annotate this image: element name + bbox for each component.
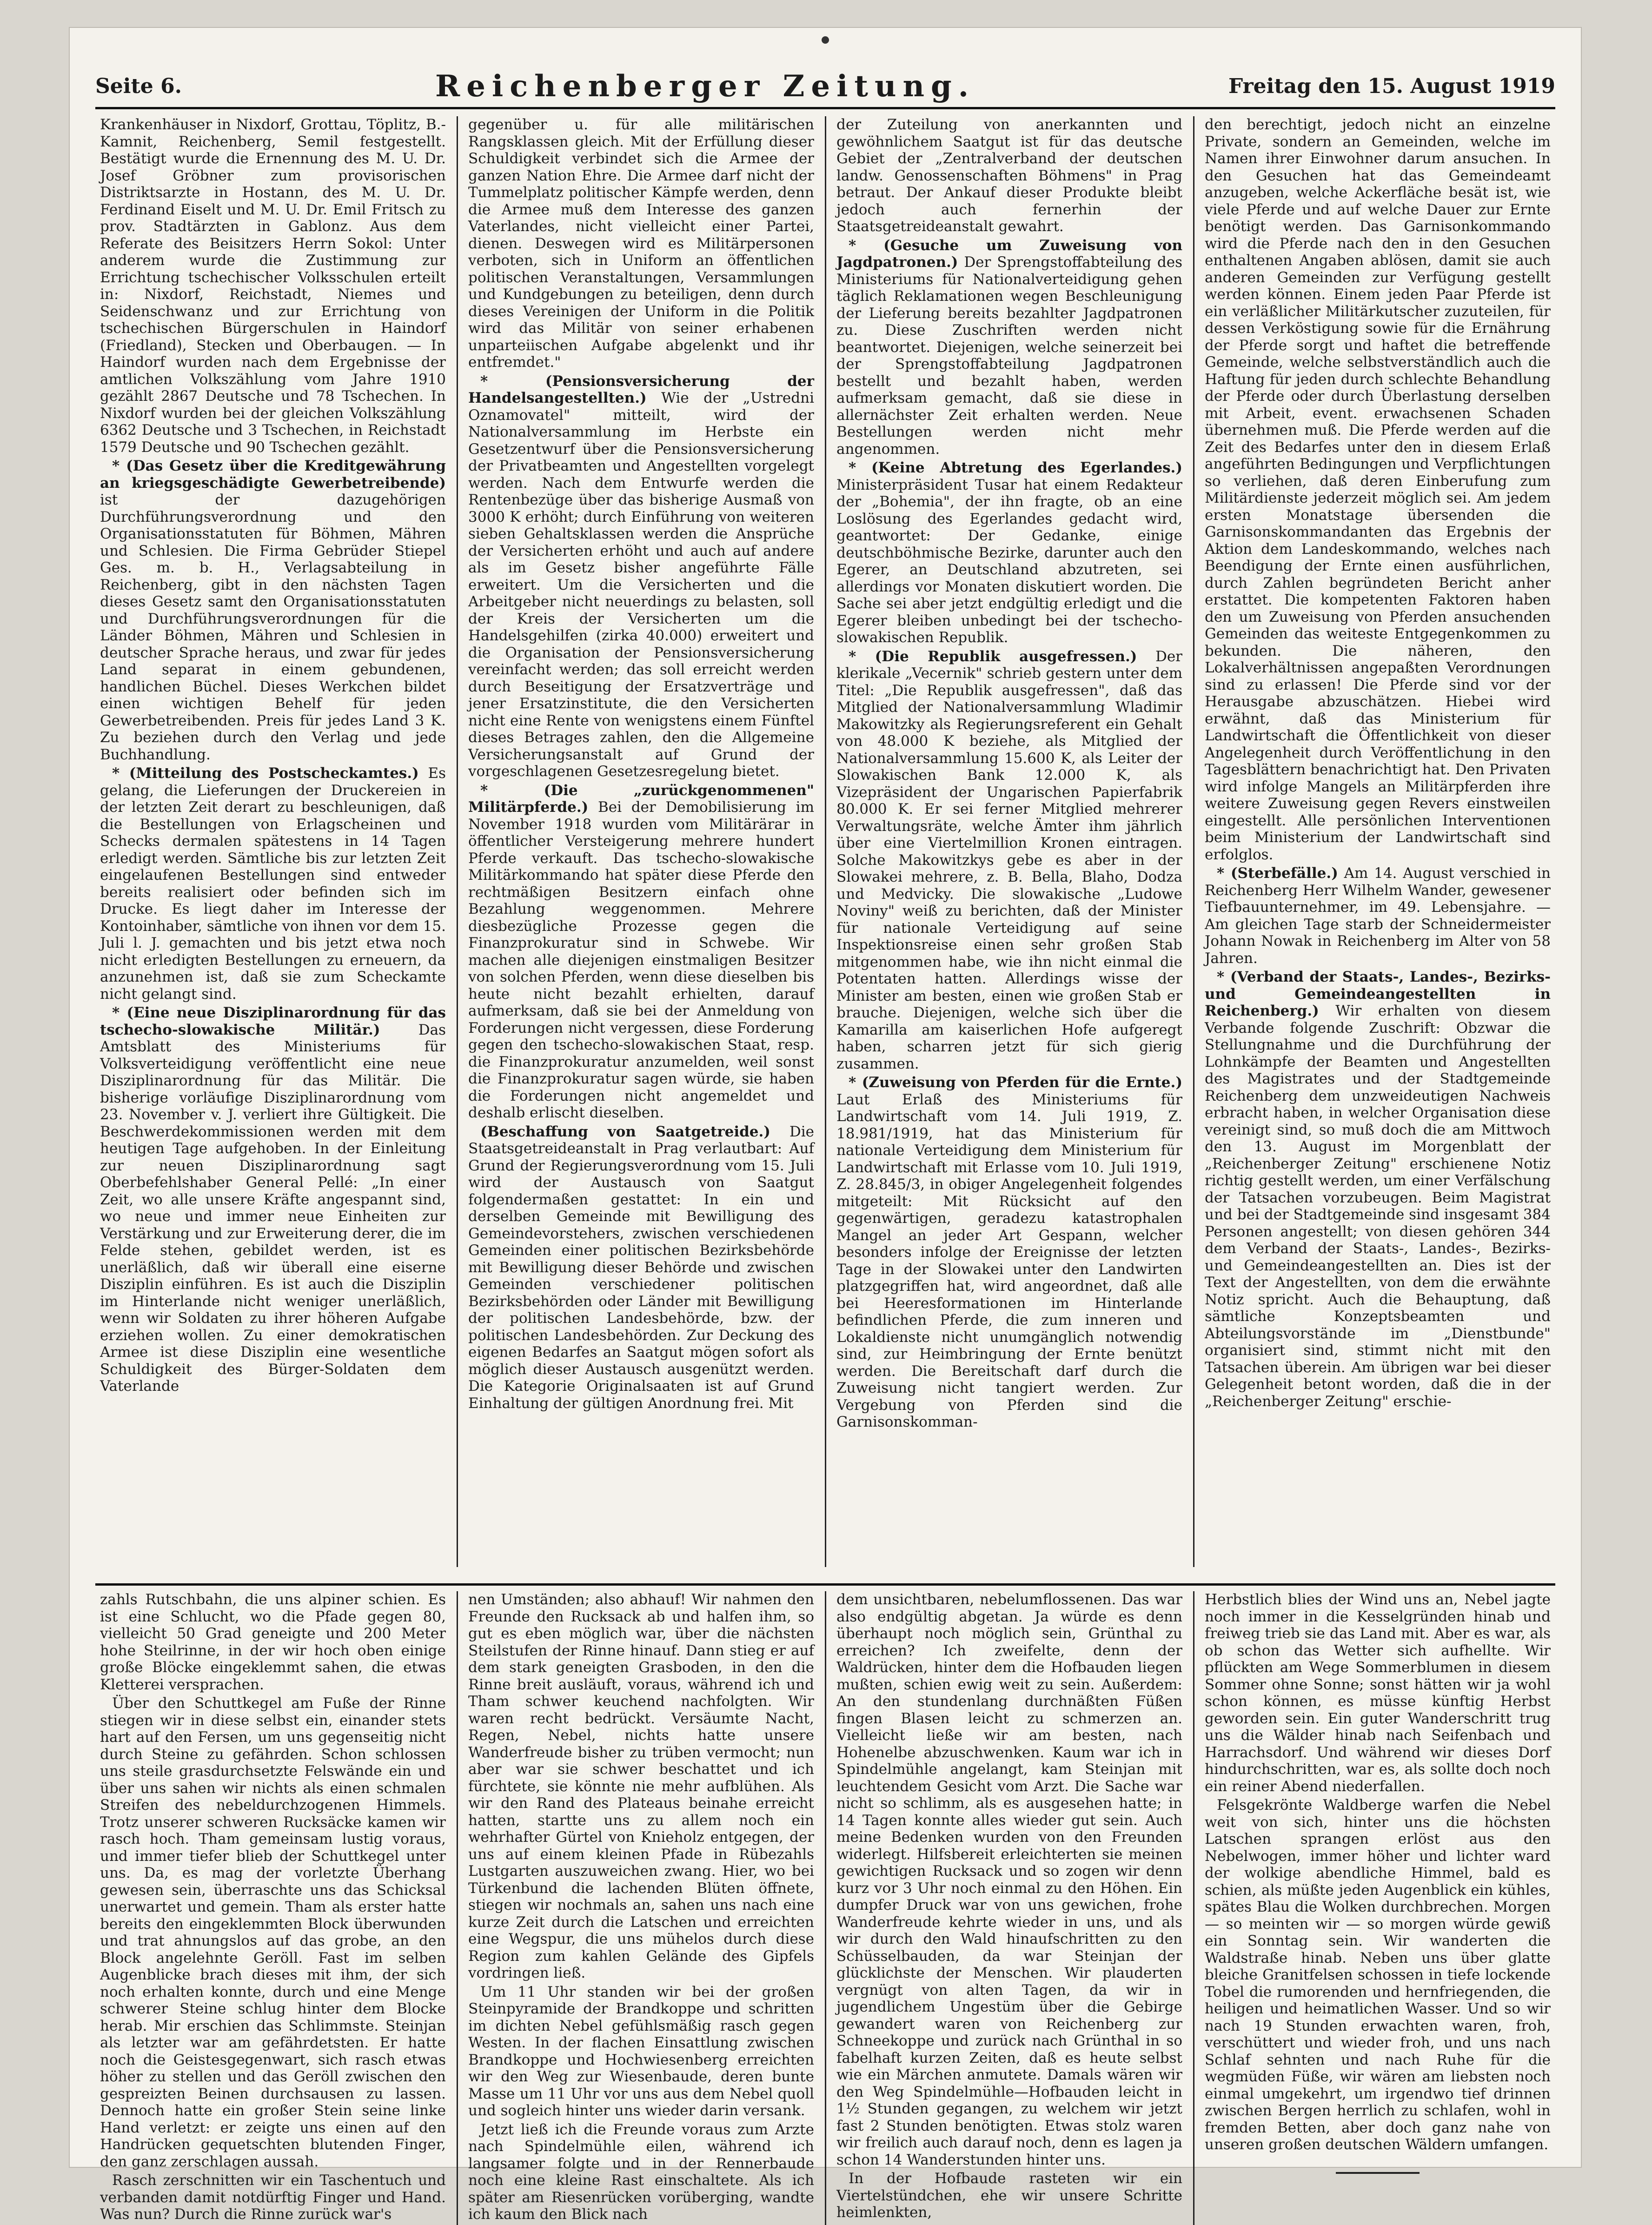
paragraph [100,1591,446,1693]
printing-mark [822,36,829,44]
column-1 [95,116,451,1567]
news-item [100,1004,446,1395]
feuilleton-columns [95,1583,1555,2223]
news-item-text: Jetzt ließ ich die Freunde voraus zum Arzte nach Spindelmühle eilen, während ich langsamer folgte und in der Rennerbaude noch eine kleine Rast einschaltete. Als ich später am Riesenrücken vorüberging, wandte ich kaum den Blick nach [468,2121,814,2223]
news-item-text: zahls Rutschbahn, die uns alpiner schien. Es ist eine Schlucht, wo die Pfade gegen 80, vielleicht 50 Grad geneigte und 200 Meter hohe Steilrinne, in der wir hoch oben einige große Blöcke eingeklemmt sahen, die etwas Kletterei versprachen. [100,1591,446,1693]
paragraph [468,2121,814,2223]
news-item-text: Wir erhalten von diesem Verbande folgende Zuschrift: Obzwar die Stellungnahme und die Durchführung der Lohnkämpfe der Beamten und Angestellten des Magistrates und der Stadtgemeinde Reichenberg dem unzweideutigen Nachweis erbracht haben, in welcher Organisation diese vereinigt sind, so muß doch die am Mittwoch den 13. August im Morgenblatt der „Reichenberger Zeitung" erschienene Notiz richtig gestellt werden, um einer Verfälschung der Tatsachen vorzubeugen. Beim Magistrat und bei der Stadtgemeinde sind insgesamt 384 Personen angestellt; von diesen gehören 344 dem Verband der Staats-, Landes-, Bezirks- und Gemeindeangestellten an. Dies ist der Text der Angestellten, von dem die erwähnte Notiz spricht. Auch die Behauptung, daß sämtliche Konzeptsbeamten und Abteilungsvorstände im „Dienstbunde" organisiert sind, stimmt nicht mit den Tatsachen überein. Am übrigen war bei dieser Gelegenheit betont worden, daß die in der „Reichenberger Zeitung" erschie- [1205,1003,1551,1410]
news-item-heading: * (Zuweisung von Pferden für die Ernte.) [849,1074,1182,1091]
paragraph [100,1695,446,2170]
news-item [836,237,1182,458]
column-3 [832,116,1187,1567]
news-item-heading: * (Gesuche um Zuweisung von Jagdpatronen.) [836,237,1182,271]
paragraph [468,1984,814,2119]
news-item-heading: * (Eine neue Disziplinarordnung für das tschecho-slowakische Militär.) [100,1004,446,1038]
news-item [1205,865,1551,967]
news-item-heading: * (Verband der Staats-, Landes-, Bezirks- und Gemeindeangestellten in Reichenberg.) [1205,969,1551,1019]
news-item-text: Am 14. August verschied in Reichenberg Herr Wilhelm Wander, gewesener Tiefbauunternehmer, im 49. Lebensjahre. — Am gleichen Tage starb der Schneidermeister Johann Nowak in Reichenberg im Alter von 58 Jahren. [1205,865,1551,967]
page-number: Seite 6. [95,74,182,98]
news-item-text: Rasch zerschnitten wir ein Taschentuch und verbanden damit notdürftig Finger und Hand. Was nun? Durch die Rinne zurück war's [100,2172,446,2223]
news-item-text: Der Sprengstoffabteilung des Ministeriums für Nationalverteidigung gehen täglich Reklamationen wegen Beschleunigung der Lieferung bereits bezahlter Jagdpatronen zu. Diese Zuschriften werden nicht beantwortet. Diejenigen, welche seinerzeit bei der Sprengstoffabteilung Jagdpatronen bestellt und bezahlt haben, werden aufmerksam gemacht, daß sie diese in allernächster Zeit erhalten werden. Neue Bestellungen werden nicht mehr angenommen. [836,254,1182,458]
masthead [95,65,1555,109]
news-item-text: dem unsichtbaren, nebelumflossenen. Das war also endgültig abgetan. Ja würde es denn überhaupt noch möglich sein, Grünthal zu erreichen? Ich zweifelte, denn der Waldrücken, hinter dem die Hofbauden liegen mußten, schien ewig weit zu sein. Außerdem: An den stundenlang durchnäßten Füßen fingen Blasen leicht zu schmerzen an. Vielleicht ließe wir am besten, nach Hohenelbe abzuschwenken. Kaum war ich in Spindelmühle angelangt, kam Steinjan mit leuchtendem Gesicht vom Arzt. Die Sache war nicht so schlimm, als es ausgesehen hatte; in 14 Tagen konnte alles wieder gut sein. Auch meine Bedenken wurden von den Freunden widerlegt. Hilfsbereit erleichterten sie meinen gewichtigen Rucksack und so zogen wir denn kurz vor 3 Uhr noch einmal zu den Höhen. Ein dumpfer Druck war von uns gewichen, frohe Wanderfreude kehrte wieder in uns, und als wir durch den Wald hinaufschritten zu den Schüsselbauden, da war Steinjan der glücklichste der Menschen. Wir plauderten vergnügt von alten Tagen, da wir in jugendlichem Ungestüm über die Gebirge gewandert waren von Reichenberg zur Schneekoppe und zurück nach Grünthal in so fabelhaft kurzen Zeiten, daß es heute selbst wie ein Märchen anmutete. Damals wären wir den Weg Spindelmühle—Hofbauden leicht in 1½ Stunden gegangen, zu welchem wir jetzt fast 2 Stunden benötigten. Etwas stolz waren wir freilich auch darauf noch, denn es lagen ja schon 14 Wanderstunden hinter uns. [836,1591,1182,2168]
column-2 [464,116,819,1567]
news-item-heading: * (Die „zurückgenommenen" Militärpferde.) [468,782,814,816]
paragraph [1205,1591,1551,1795]
newspaper-title: Reichenberger Zeitung. [435,68,975,104]
news-item-heading: * (Mitteilung des Postscheckamtes.) [112,765,419,782]
news-item-text: Ministerpräsident Tusar hat einem Redakteur der „Bohemia", der ihn fragte, ob an eine Loslösung des Egerlandes gedacht wird, geantwortet: Der Gedanke, einige deutschböhmische Bezirke, darunter auch den Egerer, an Deutschland abzutreten, sei allerdings vor Monaten diskutiert worden. Die Sache sei aber jetzt endgültig erledigt und die Egerer bleiben unbedingt bei der tschecho-slowakischen Republik. [836,476,1182,646]
news-item-text: In der Hofbaude rasteten wir ein Viertelstündchen, ehe wir unsere Schritte heimlenkten, [836,2170,1182,2221]
paragraph [100,2172,446,2223]
news-item-text: Die Staatsgetreideanstalt in Prag verlautbart: Auf Grund der Regierungsverordnung vom 15. Juli wird der Austausch von Saatgut folgendermaßen gestattet: In ein und derselben Gemeinde mit Bewilligung des Gemeindevorstehers, zwischen verschiedenen Gemeinden einer politischen Bezirksbehörde mit Bewilligung dieser Behörde und zwischen Gemeinden verschiedener politischen Bezirksbehörden oder Länder mit Bewilligung der politischen Landesbehörde, bzw. der politischen Landesbehörden. Zur Deckung des eigenen Bedarfes an Saatgut mögen sofort als möglich dieser Austausch ausgenützt werden. Die Kategorie Originalsaaten ist auf Grund Einhaltung der gültigen Anordnung frei. Mit [468,1123,814,1412]
feuilleton-column-4 [1200,1591,1555,2225]
news-item-heading: (Beschaffung von Saatgetreide.) [480,1123,770,1140]
news-item-text: Über den Schuttkegel am Fuße der Rinne stiegen wir in diese selbst ein, einander stets hart auf den Fersen, um uns gegenseitig nicht durch Steine zu gefährden. Schon schlossen uns steile grasdurchsetzte Felswände ein und über uns sahen wir nichts als einen schmalen Streifen des nebeldurchzogenen Himmels. Trotz unserer schweren Rucksäcke kamen wir rasch hoch. Tham gemeinsam lustig voraus, und immer tiefer blieb der Schuttkegel unter uns. Da, es mag der vorletzte Überhang gewesen sein, überraschte uns das Schicksal unerwartet und gemein. Tham als erster hatte bereits den eingeklemmten Block überwunden und trat ahnungslos auf das grobe, an den Block angelehnte Geröll. Fast im selben Augenblicke brach dieses mit ihm, der sich noch erhalten konnte, durch und eine Menge schwerer Steine schlug hinter dem Blocke herab. Mir erschien das Schlimmste. Steinjan als letzter war am gefährdetsten. Er hatte noch die Geistesgegenwart, sich rasch etwas höher zu stellen und das Geröll zwischen den gespreizten Beinen durchsausen zu lassen. Dennoch hatte ein großer Stein seine linke Hand verletzt: er zeigte uns einen auf den Handrücken gequetschten blutenden Finger, den ganz zerschlagen aussah. [100,1695,446,2170]
news-item [468,1123,814,1412]
column-4 [1200,116,1555,1567]
news-item-text: gegenüber u. für alle militärischen Rangsklassen gleich. Mit der Erfüllung dieser Schuldigkeit verbindet sich die Armee der ganzen Nation Ehre. Die Armee darf nicht der Tummelplatz politischer Kämpfe werden, denn die Armee muß dem Interesse des ganzen Vaterlandes, nicht vielleicht einer Partei, dienen. Deswegen wird es Militärpersonen verboten, sich in Uniform an öffentlichen politischen Veranstaltungen, Versammlungen und Kundgebungen zu beteiligen, denn durch dieses Vereinigen der Uniform in die Politik wird das Militär von seiner erhabenen unparteiischen Aufgabe abgelenkt und ihr entfremdet." [468,116,814,371]
paragraph [1205,1797,1551,2153]
paragraph [836,2170,1182,2221]
paragraph [1205,116,1551,863]
news-item-text: Der klerikale „Vecernik" schrieb gestern unter dem Titel: „Die Republik ausgefressen", daß das Mitglied der Nationalversammlung Wladimir Makowitzky als Regierungsreferent ein Gehalt von 48.000 K beziehe, als Mitglied der Nationalversammlung 15.600 K, als Leiter der Slowakischen Bank 12.000 K, als Vizepräsident der Ungarischen Papierfabrik 80.000 K. Er sei ferner Mitglied mehrerer Verwaltungsräte, welche Ämter ihm jährlich über eine Viertelmillion Kronen eintragen. Solche Makowitzkys gebe es aber in der Slowakei mehrere, z. B. Bella, Blaho, Dodza und Medvicky. Die slowakische „Ludowe Noviny" weiß zu berichten, daß der Minister für nationale Verteidigung auf seine Inspektionsreise einen sehr großen Stab mitgenommen habe, wie ihn nicht einmal die Potentaten hatten. Allerdings wisse der Minister am besten, einen wie großen Stab er brauche. Diejenigen, welche sich über die Kamarilla am kaiserlichen Hofe aufgeregt haben, scharren jetzt für sich gierig zusammen. [836,648,1182,1072]
news-item-text: Laut Erlaß des Ministeriums für Landwirtschaft vom 14. Juli 1919, Z. 18.981/1919, hat das Ministerium für nationale Verteidigung dem Ministerium für Landwirtschaft mit Erlasse vom 10. Juli 1919, Z. 28.845/3, in obiger Angelegenheit folgendes mitgeteilt: Mit Rücksicht auf den gegenwärtigen, geradezu katastrophalen Mangel an jeder Art Gespann, welcher besonders infolge der Ereignisse der letzten Tage in der Slowakei unter den Landwirten platzgegriffen hat, wird angeordnet, daß alle bei Heeresformationen im Hinterlande befindlichen Pferde, die zum inneren und Lokaldienste nicht unumgänglich notwendig sind, zur Heimbringung der Ernte benützt werden. Die Bereitschaft darf durch die Zuweisung nicht tangiert werden. Zur Vergebung von Pferden sind die Garnisonskomman- [836,1091,1182,1430]
news-item-text: den berechtigt, jedoch nicht an einzelne Private, sondern an Gemeinden, welche im Namen ihrer Einwohner darum ansuchen. In den Gesuchen hat das Gemeindeamt anzugeben, welche Ackerfläche besät ist, wie viele Pferde und auf welche Dauer zur Ernte benötigt werden. Das Garnisonkommando wird die Pferde nach den in den Gesuchen enthaltenen Angaben ablösen, damit sie auch anderen Gemeinden zur Verfügung gestellt werden können. Einem jeden Paar Pferde ist ein verläßlicher Militärkutscher zuzuteilen, für dessen Verköstigung sowie für die Ernährung der Pferde sorgt und haftet die betreffende Gemeinde, welche selbstverständlich auch die Haftung für jeden durch schlechte Behandlung der Pferde oder durch Überlastung derselben mit Arbeit, event. erwachsenen Schaden übernehmen muß. Die Pferde werden auf die Zeit des Bedarfes unter den in diesem Erlaß angeführten Bedingungen und Verpflichtungen so verliehen, daß deren Einberufung zum Militärdienste jederzeit möglich sei. Am jedem ersten Monatstage übersenden die Garnisonskommandanten das Ergebnis der Aktion dem Landeskommando, welches nach Beendigung der Ernte einen ausführlichen, durch Zahlen begründeten Bericht anher erstattet. Die kompetenten Faktoren haben den um Zuweisung von Pferden ansuchenden Gemeinden das weiteste Entgegenkommen zu bekunden. Die näheren, den Lokalverhältnissen angepaßten Verordnungen sind zu erlassen! Die Pferde sind vor der Herausgabe abzuschätzen. Hiebei wird erwähnt, daß das Ministerium für Landwirtschaft die Öffentlichkeit von dieser Angelegenheit durch Veröffentlichung in den Tagesblättern benachrichtigt hat. Den Privaten wird infolge Mangels an Militärpferden ihre weitere Zuweisung gegen Revers einstweilen eingestellt. Alle persönlichen Interventionen beim Ministerium der Landwirtschaft sind erfolglos. [1205,116,1551,863]
news-item-text: Um 11 Uhr standen wir bei der großen Steinpyramide der Brandkoppe und schritten im dichten Nebel gefühlsmäßig rasch gegen Westen. In der flachen Einsattlung zwischen Brandkoppe und Hochwiesenberg erreichten wir den Weg zur Wiesenbaude, deren bunte Masse um 11 Uhr vor uns aus dem Nebel quoll und sogleich hinter uns wieder darin versank. [468,1983,814,2119]
feuilleton-column-1 [95,1591,451,2225]
news-item [100,458,446,763]
news-item-text: Krankenhäuser in Nixdorf, Grottau, Töplitz, B.-Kamnit, Reichenberg, Semil festgestellt. Bestätigt wurde die Ernennung des M. U. Dr. Josef Gröbner zum provisorischen Distriktsarzte in Hostann, des M. U. Dr. Ferdinand Eiselt und M. U. Dr. Emil Fritsch zu prov. Stadtärzten in Gablonz. Aus dem Referate des Beisitzers Herrn Sokol: Unter anderem wurde die Zustimmung zur Errichtung tschechischer Volksschulen erteilt in: Nixdorf, Reichstadt, Niemes und Seidenschwanz und zur Errichtung von tschechischen Bürgerschulen in Haindorf (Friedland), Stecken und Oberbaugen. — In Haindorf wurden nach dem Ergebnisse der amtlichen Volkszählung vom Jahre 1910 gezählt 2867 Deutsche und 78 Tschechen. In Nixdorf wurden bei der gleichen Volkszählung 6362 Deutsche und 3 Tschechen, in Reichstadt 1579 Deutsche und 90 Tschechen gezählt. [100,116,446,456]
feuilleton-column-3 [832,1591,1187,2225]
news-item-text: nen Umständen; also abhauf! Wir nahmen den Freunde den Rucksack ab und halfen ihm, so gut es eben möglich war, über die nächsten Steilstufen der Rinne hinauf. Dann stieg er auf dem stark geneigten Grasboden, in den die Rinne breit ausläuft, voraus, während ich und Tham schwer keuchend nachfolgten. Wir waren recht bedrückt. Versäumte Nacht, Regen, Nebel, nichts hatte unsere Wanderfreude bisher zu trüben vermocht; nun aber war sie schwer beschattet und ich fürchtete, sie könnte nie mehr aufblühen. Als wir den Rand des Plateaus beinahe erreicht hatten, startte uns zu allem noch ein wehrhafter Gürtel von Knieholz entgegen, der uns auf einem kleinen Pfade in Rübezahls Lustgarten auszuweichen zwang. Hier, wo bei Türkenbund die lachenden Blüten öffnete, stiegen wir nochmals an, sahen uns nach eine kurze Zeit durch die Latschen und erreichten eine Wegspur, die uns mühelos durch diese Region zum kahlen Gelände des Gipfels vordringen ließ. [468,1591,814,1981]
news-item [836,648,1182,1073]
paragraph [468,116,814,371]
news-item-heading: * (Die Republik ausgefressen.) [849,648,1137,665]
paragraph [100,116,446,456]
news-item-heading: * (Pensionsversicherung der Handelsangestellten.) [468,372,814,406]
paragraph [836,1591,1182,2168]
top-article-columns [95,116,1555,1567]
news-item-heading: * (Keine Abtretung des Egerlandes.) [849,459,1182,476]
news-item [836,1074,1182,1431]
news-item [468,782,814,1122]
news-item [1205,969,1551,1410]
news-item-text: Das Amtsblatt des Ministeriums für Volksverteidigung veröffentlicht eine neue Disziplinarordnung für das Militär. Die bisherige vorläufige Disziplinarordnung vom 23. November v. J. verliert ihre Gültigkeit. Die Beschwerdekommissionen werden mit dem heutigen Tage aufgehoben. In der Einleitung zur neuen Disziplinarordnung sagt Oberbefehlshaber General Pellé: „In einer Zeit, wo alle unsere Kräfte angespannt sind, wo neue und immer neue Einheiten zur Verstärkung und zur Erweiterung derer, die im Felde stehen, gebildet werden, ist es unerläßlich, daß wir überall eine eiserne Disziplin einführen. Es ist auch die Disziplin im Hinterlande nicht weniger unerläßlich, wenn wir Soldaten zu ihrer höheren Aufgabe erziehen wollen. Zu einer demokratischen Armee ist diese Disziplin eine wesentliche Schuldigkeit des Bürger-Soldaten dem Vaterlande [100,1021,446,1395]
news-item-text: Felsgekrönte Waldberge warfen die Nebel weit von sich, hinter uns die höchsten Latschen sprangen erlöst aus den Nebelwogen, immer höher und lichter ward der wolkige abendliche Himmel, bald es schien, als müßte jeden Augenblick ein kühles, spätes Blau die Wolken durchbrechen. Morgen — so meinten wir — so morgen würde gewiß ein Sonntag sein. Wir wanderten die Waldstraße hinab. Neben uns über glatte bleiche Granitfelsen schossen in tiefe lockende Tobel die rumorenden und hernfriegenden, die heiligen und heimatlichen Wasser. Und so wir nach 19 Stunden erwachten waren, froh, verschüttert und wieder froh, und uns nach Schlaf sehnten und nach Ruhe für die wegmüden Füße, wir wären am liebsten noch einmal umgekehrt, um irgendwo tief drinnen zwischen Bergen herrlich zu schlafen, wohl in fremden Betten, aber doch ganz nahe von unseren großen deutschen Wäldern umfangen. [1205,1797,1551,2153]
paragraph [468,1591,814,1982]
end-rule [1336,2172,1420,2174]
news-item-text: Herbstlich blies der Wind uns an, Nebel jagte noch immer in die Kesselgründen hinab und freiweg trieb sie das Land mit. Aber es war, als ob schon das Wetter sich aufhellte. Wir pflückten am Wege Sommerblumen in diesem Sommer ohne Sonne; sonst hätten wir ja wohl schon können, es müsse künftig Herbst geworden sein. Ein guter Wanderschritt trug uns die Wälder hinab nach Seifenbach und Harrachsdorf. Und während wir dieses Dorf hindurchschritten, war es, als sollte doch noch ein reiner Abend niederfallen. [1205,1591,1551,1795]
issue-date: Freitag den 15. August 1919 [1228,74,1555,98]
news-item [468,373,814,780]
news-item-heading: * (Sterbefälle.) [1217,865,1338,882]
news-item [836,459,1182,646]
newspaper-page [70,28,1581,2223]
news-item-heading: * (Das Gesetz über die Kreditgewährung an kriegsgeschädigte Gewerbetreibende) [100,458,446,491]
news-item-text: Bei der Demobilisierung im November 1918 wurden vom Militärärar in öffentlicher Versteigerung mehrere hundert Pferde verkauft. Das tschecho-slowakische Militärkommando hat später diese Pferde den rechtmäßigen Besitzern einfach ohne Bezahlung weggenommen. Mehrere diesbezügliche Prozesse gegen die Finanzprokuratur sind in Schwebe. Wir machen alle diejenigen einstmaligen Besitzer von solchen Pferden, wenn diese dieselben bis heute nicht bezahlt erhielten, darauf aufmerksam, daß sie bei der Anmeldung von Forderungen nicht vergessen, diese Forderung gegen den tschecho-slowakischen Staat, resp. die Finanzprokuratur anzumelden, weil sonst die Finanzprokuratur sagen würde, sie haben die Forderungen nicht angemeldet und deshalb erlischt dieselben. [468,799,814,1121]
news-item-text: Wie der „Ustredni Oznamovatel" mitteilt, wird der Nationalversammlung im Herbste ein Gesetzentwurf über die Pensionsversicherung der Privatbeamten und Angestellten vorgelegt werden. Nach dem Entwurfe werden die Rentenbezüge über das bisherige Ausmaß von 3000 K erhöht; durch Einführung von weiteren sieben Gehaltsklassen werden die Ansprüche der Versicherten erhöht und auch auf andere als im Gesetz bisher angeführte Fälle erweitert. Um die Versicherten und die Arbeitgeber nicht neuerdings zu belasten, soll der Kreis der Versicherten um die Handelsgehilfen (zirka 40.000) erweitert und die Organisation der Pensionsversicherung vereinfacht werden; das soll erreicht werden durch Beseitigung der Ersatzverträge und jener Ersatzinstitute, die den Versicherten nicht eine Rente von wenigstens einem Fünftel dieses Betrages zahlen, den die Allgemeine Versicherungsanstalt auf Grund der vorgeschlagenen Gesetzesregelung bietet. [468,390,814,780]
paragraph [836,116,1182,235]
feuilleton-column-2 [464,1591,819,2225]
news-item-text: ist der dazugehörigen Durchführungsverordnung und den Organisationsstatuten für Böhmen, Mähren und Schlesien. Die Firma Gebrüder Stiepel Ges. m. b. H., Verlagsabteilung in Reichenberg, gibt in den nächsten Tagen dieses Gesetz samt den Organisationsstatuten und Durchführungsverordnungen für die Länder Böhmen, Mähren und Schlesien in deutscher Sprache heraus, und zwar für jedes Land separat in einem gebundenen, handlichen Büchel. Dieses Werkchen bildet einen wichtigen Behelf für jeden Gewerbetreibenden. Preis für jedes Land 3 K. Zu beziehen durch den Verlag und jede Buchhandlung. [100,491,446,763]
news-item-text: der Zuteilung von anerkannten und gewöhnlichem Saatgut ist für das deutsche Gebiet der „Zentralverband der deutschen landw. Genossenschaften Böhmens" in Prag betraut. Der Ankauf dieser Produkte bleibt jedoch auch fernerhin der Staatsgetreideanstalt gewahrt. [836,116,1182,235]
news-item-text: Es gelang, die Lieferungen der Druckereien in der letzten Zeit derart zu beschleunigen, daß die Bestellungen von Erlagscheinen und Schecks dermalen spätestens in 14 Tagen erledigt werden. Sämtliche bis zur letzten Zeit eingelaufenen Bestellungen sind entweder bereits realisiert oder befinden sich im Drucke. Es liegt daher im Interesse der Kontoinhaber, sämtliche von ihnen vor dem 15. Juli l. J. gemachten und bis jetzt etwa noch nicht erledigten Bestellungen zu erneuern, da anzunehmen ist, daß sie zum Scheckamte nicht gelangt sind. [100,765,446,1003]
news-item [100,765,446,1003]
